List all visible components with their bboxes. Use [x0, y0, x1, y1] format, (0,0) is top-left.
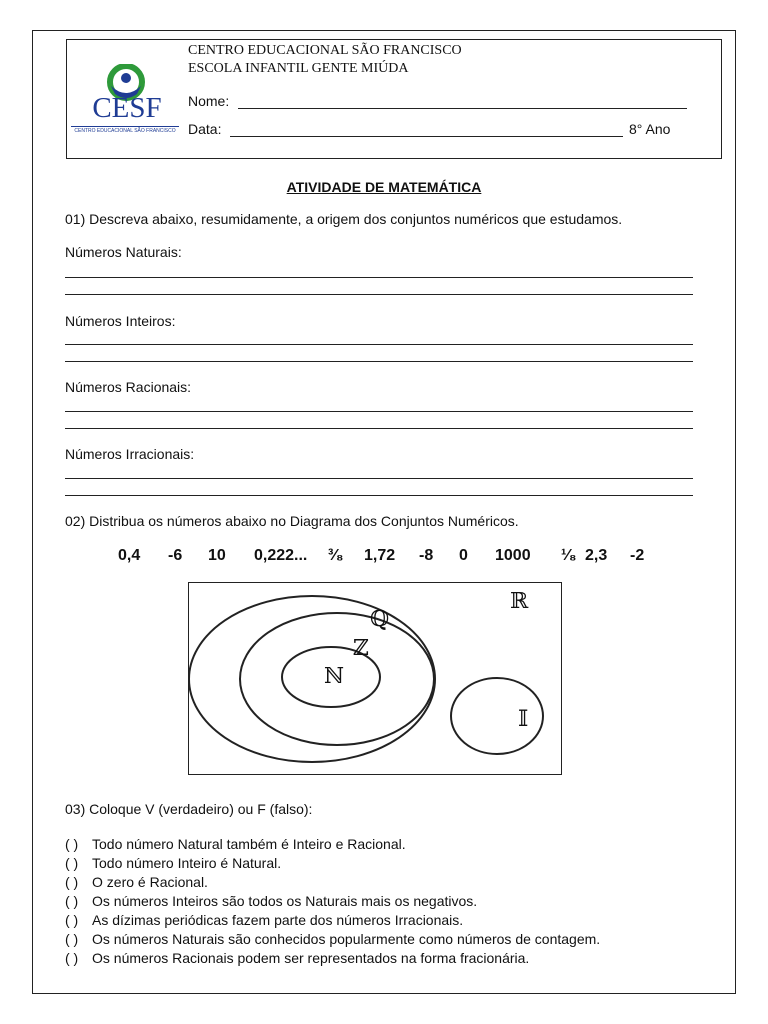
item-inteiros-label: Números Inteiros: [65, 313, 176, 329]
statement-text: Todo número Inteiro é Natural. [92, 855, 282, 871]
set-z-label: ℤ [353, 636, 370, 661]
statement-item [65, 855, 281, 871]
page-title: ATIVIDADE DE MATEMÁTICA [286, 179, 482, 195]
set-r-label: ℝ [510, 589, 529, 614]
date-field[interactable] [230, 136, 623, 137]
set-i-label: 𝕀 [518, 707, 529, 732]
answer-line[interactable] [65, 478, 693, 479]
answer-line[interactable] [65, 411, 693, 412]
answer-parens[interactable]: ( ) [65, 855, 79, 871]
statement-item [65, 912, 463, 928]
number-item: 1000 [495, 547, 531, 564]
answer-parens[interactable]: ( ) [65, 931, 79, 947]
date-label: Data: [188, 121, 222, 137]
statement-text: As dízimas periódicas fazem parte dos números Irracionais. [92, 912, 464, 928]
grade-label: 8° Ano [629, 121, 671, 137]
number-item: ³⁄₈ [328, 547, 344, 564]
statement-text: Os números Racionais podem ser representados na forma fracionária. [92, 950, 530, 966]
answer-parens[interactable]: ( ) [65, 950, 79, 966]
answer-parens[interactable]: ( ) [65, 893, 79, 909]
statement-item [65, 893, 477, 909]
number-item: 0,4 [118, 547, 141, 564]
question-1-prompt: 01) Descreva abaixo, resumidamente, a origem dos conjuntos numéricos que estudamos. [65, 211, 623, 227]
school-subname: ESCOLA INFANTIL GENTE MIÚDA [188, 61, 409, 76]
answer-line[interactable] [65, 495, 693, 496]
answer-line[interactable] [65, 344, 693, 345]
answer-line[interactable] [65, 294, 693, 295]
item-irracionais-label: Números Irracionais: [65, 446, 195, 462]
number-item: 0,222... [254, 547, 308, 564]
logo-subtext: CENTRO EDUCACIONAL SÃO FRANCISCO [71, 126, 179, 137]
answer-line[interactable] [65, 361, 693, 362]
set-q-label: ℚ [370, 607, 390, 632]
question-3-prompt: 03) Coloque V (verdadeiro) ou F (falso): [65, 801, 313, 817]
statement-item [65, 836, 406, 852]
logo-text: CESF [92, 92, 162, 124]
answer-line[interactable] [65, 428, 693, 429]
set-q-ellipse [189, 596, 435, 762]
number-item: ¹⁄₈ [561, 547, 577, 564]
answer-parens[interactable]: ( ) [65, 836, 79, 852]
answer-line[interactable] [65, 277, 693, 278]
worksheet-header [66, 39, 722, 159]
number-item: 1,72 [364, 547, 396, 564]
number-item: 2,3 [585, 547, 608, 564]
set-i-ellipse [451, 678, 543, 754]
name-label: Nome: [188, 93, 230, 109]
statement-item [65, 874, 208, 890]
number-item: -6 [168, 547, 183, 564]
statement-item [65, 931, 600, 947]
name-field[interactable] [238, 108, 687, 109]
item-racionais-label: Números Racionais: [65, 379, 192, 395]
school-name: CENTRO EDUCACIONAL SÃO FRANCISCO [188, 43, 462, 58]
statement-text: Os números Inteiros são todos os Naturais mais os negativos. [92, 893, 478, 909]
statement-item [65, 950, 529, 966]
statement-text: Todo número Natural também é Inteiro e Racional. [92, 836, 406, 852]
number-sets-diagram [188, 582, 562, 775]
answer-parens[interactable]: ( ) [65, 874, 79, 890]
set-n-label: ℕ [324, 664, 345, 689]
statement-text: Os números Naturais são conhecidos popularmente como números de contagem. [92, 931, 601, 947]
number-item: -2 [630, 547, 645, 564]
answer-parens[interactable]: ( ) [65, 912, 79, 928]
number-item: -8 [419, 547, 434, 564]
statement-text: O zero é Racional. [92, 874, 208, 890]
question-2-prompt: 02) Distribua os números abaixo no Diagrama dos Conjuntos Numéricos. [65, 513, 519, 529]
number-item: 10 [208, 547, 226, 564]
number-item: 0 [459, 547, 468, 564]
number-list [0, 547, 768, 567]
item-naturais-label: Números Naturais: [65, 244, 182, 260]
